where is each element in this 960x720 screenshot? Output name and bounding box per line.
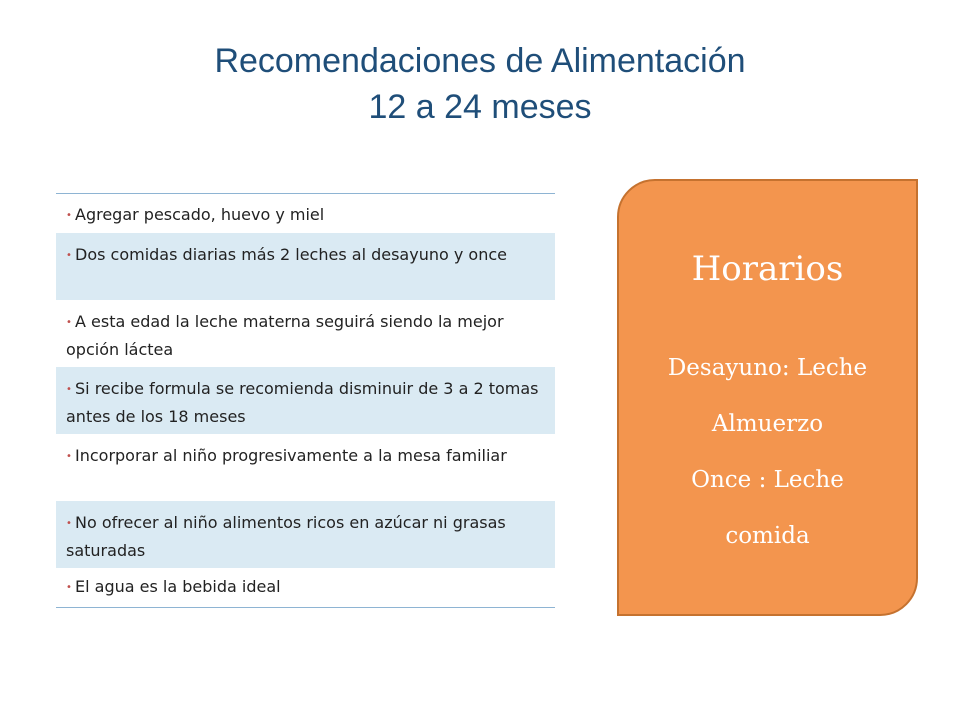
slide-title-line-2: 12 a 24 meses bbox=[368, 88, 592, 126]
bullet-icon: • bbox=[66, 210, 72, 221]
schedule-card bbox=[617, 179, 918, 616]
recommendation-row bbox=[56, 568, 555, 607]
recommendation-row bbox=[56, 367, 555, 434]
recommendation-text: No ofrecer al niño alimentos ricos en azúcar ni grasas saturadas bbox=[66, 513, 506, 560]
recommendation-text: A esta edad la leche materna seguirá siendo la mejor opción láctea bbox=[66, 312, 504, 359]
schedule-item: Once : Leche bbox=[691, 467, 844, 493]
schedule-item: Desayuno: Leche bbox=[667, 355, 868, 381]
recommendation-row bbox=[56, 501, 555, 568]
recommendation-text: Si recibe formula se recomienda disminuir de 3 a 2 tomas antes de los 18 meses bbox=[66, 379, 539, 426]
recommendation-row bbox=[56, 300, 555, 367]
slide-title bbox=[0, 38, 960, 130]
schedule-item: comida bbox=[725, 523, 810, 549]
recommendation-row bbox=[56, 194, 555, 233]
slide-title-line-1: Recomendaciones de Alimentación bbox=[214, 42, 746, 80]
schedule-title: Horarios bbox=[691, 249, 844, 289]
bullet-icon: • bbox=[66, 582, 72, 593]
bullet-icon: • bbox=[66, 384, 72, 395]
bullet-icon: • bbox=[66, 250, 72, 261]
schedule-list bbox=[619, 340, 916, 564]
recommendation-text: Dos comidas diarias más 2 leches al desayuno y once bbox=[75, 245, 507, 264]
recommendations-table bbox=[56, 193, 555, 608]
bullet-icon: • bbox=[66, 518, 72, 529]
recommendation-text: Agregar pescado, huevo y miel bbox=[75, 205, 325, 224]
recommendation-text: El agua es la bebida ideal bbox=[75, 577, 281, 596]
recommendation-text: Incorporar al niño progresivamente a la mesa familiar bbox=[75, 446, 507, 465]
recommendation-row bbox=[56, 434, 555, 501]
recommendation-row bbox=[56, 233, 555, 300]
bullet-icon: • bbox=[66, 317, 72, 328]
bullet-icon: • bbox=[66, 451, 72, 462]
schedule-item: Almuerzo bbox=[711, 411, 824, 437]
